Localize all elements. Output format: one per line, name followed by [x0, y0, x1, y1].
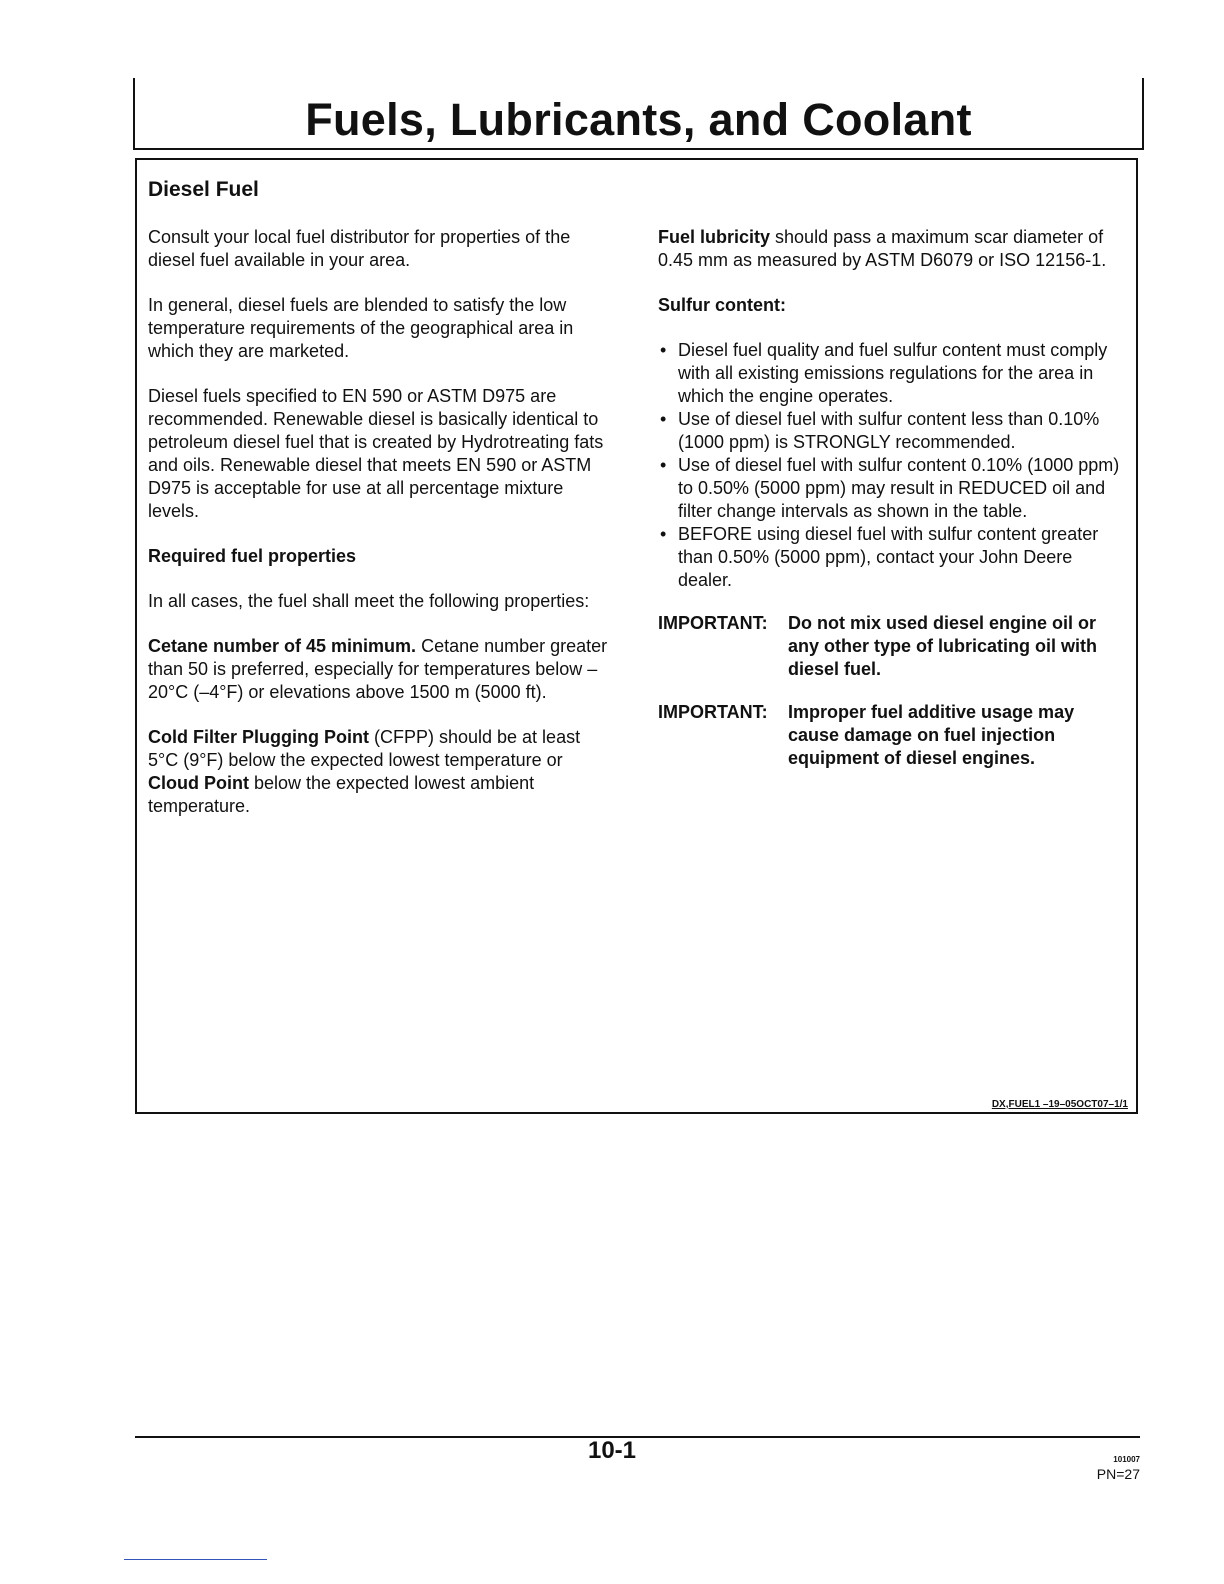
cetane-bold: Cetane number of 45 minimum. — [148, 636, 417, 656]
document-code: DX,FUEL1 –19–05OCT07–1/1 — [991, 1099, 1128, 1110]
paragraph: In all cases, the fuel shall meet the following properties: — [148, 591, 590, 611]
title-frame — [133, 78, 1144, 150]
list-item: • Use of diesel fuel with sulfur content less than 0.10% (1000 ppm) is STRONGLY recommended. — [658, 408, 1128, 454]
subheading-sulfur-content: Sulfur content: — [658, 295, 786, 315]
paragraph: Diesel fuels specified to EN 590 or ASTM D975 are recommended. Renewable diesel is basically identical to petroleum diesel fuel that is created by Hydrotreating fats and oils. Renewable diesel that meets EN 590 or ASTM D975 is acceptable for use at all percentage mixture levels. — [148, 386, 604, 521]
page-number: 10-1 — [587, 1437, 637, 1464]
paragraph: In general, diesel fuels are blended to satisfy the low temperature requirements of the geographical area in which they are marketed. — [148, 295, 574, 361]
section-title: Diesel Fuel — [148, 178, 259, 201]
cfpp-bold: Cold Filter Plugging Point — [148, 727, 369, 747]
important-label: IMPORTANT: — [658, 702, 768, 722]
cetane-text: Cetane number greater than 50 is preferred, especially for temperatures below –20°C (–4°F) or elevations above 1500 m (5000 ft). — [148, 636, 608, 702]
important-text: Do not mix used diesel engine oil or any other type of lubricating oil with diesel fuel. — [788, 613, 1098, 679]
list-item: • Diesel fuel quality and fuel sulfur content must comply with all existing emissions regulations for the area in which the engine operates. — [658, 339, 1128, 408]
page-title: Fuels, Lubricants, and Coolant — [305, 94, 972, 145]
important-label: IMPORTANT: — [658, 613, 768, 633]
lubricity-bold: Fuel lubricity — [658, 227, 771, 247]
cetane-paragraph — [148, 635, 613, 704]
subheading-required-fuel-properties: Required fuel properties — [148, 546, 357, 566]
footer-pn: PN=27 — [1096, 1466, 1140, 1482]
content-box — [135, 158, 1138, 1114]
list-item: • Use of diesel fuel with sulfur content 0.10% (1000 ppm) to 0.50% (5000 ppm) may result in REDUCED oil and filter change intervals as shown in the table. — [658, 454, 1128, 523]
cfpp-paragraph — [148, 726, 613, 818]
lubricity-paragraph — [658, 226, 1128, 272]
important-text: Improper fuel additive usage may cause damage on fuel injection equipment of diesel engines. — [788, 702, 1075, 768]
paragraph: Consult your local fuel distributor for properties of the diesel fuel available in your area. — [148, 227, 571, 270]
important-note-1 — [658, 612, 1128, 681]
important-note-2 — [658, 701, 1128, 770]
footer-date-code: 101007 — [1113, 1455, 1140, 1464]
bottom-link-line — [124, 1559, 267, 1560]
cloud-bold: Cloud Point — [148, 773, 249, 793]
right-column — [658, 226, 1128, 790]
lubricity-text: should pass a maximum scar diameter of 0.45 mm as measured by ASTM D6079 or ISO 12156-1. — [658, 227, 1107, 270]
cloud-text: below the expected lowest ambient temperature. — [148, 773, 535, 816]
left-column — [148, 226, 613, 840]
cfpp-text: (CFPP) should be at least 5°C (9°F) below the expected lowest temperature or — [148, 727, 581, 770]
footer-codes — [1097, 1452, 1140, 1482]
list-item: • BEFORE using diesel fuel with sulfur content greater than 0.50% (5000 ppm), contact your John Deere dealer. — [658, 523, 1128, 592]
sulfur-list — [658, 339, 1128, 592]
